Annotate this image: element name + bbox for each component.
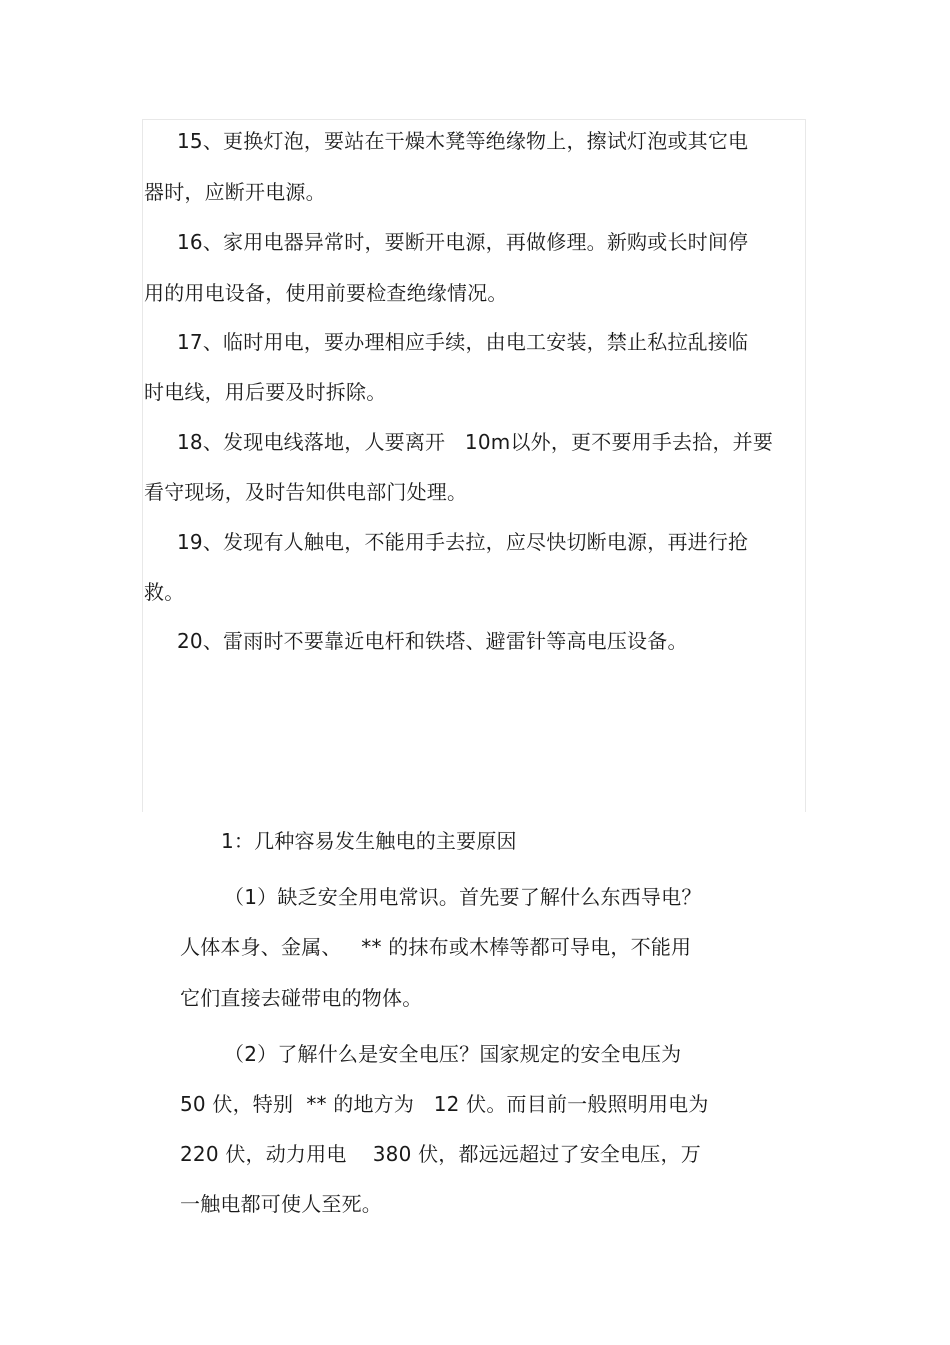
- rule-17-line-2: 时电线，用后要及时拆除。: [144, 380, 387, 404]
- content-frame: [142, 119, 806, 812]
- rule-19-line-2: 救。: [144, 580, 185, 604]
- paragraph-2-line-4: 一触电都可使人至死。: [180, 1192, 382, 1216]
- paragraph-1-line-2: 人体本身、金属、 ** 的抹布或木棒等都可导电，不能用: [180, 935, 692, 959]
- rule-15-line-2: 器时，应断开电源。: [144, 180, 326, 204]
- rule-20-line-1: 20、雷雨时不要靠近电杆和铁塔、避雷针等高电压设备。: [177, 629, 688, 653]
- rule-16-line-2: 用的用电设备，使用前要检查绝缘情况。: [144, 281, 508, 305]
- rule-16-line-1: 16、家用电器异常时，要断开电源，再做修理。新购或长时间停: [177, 230, 749, 254]
- paragraph-1-line-3: 它们直接去碰带电的物体。: [180, 986, 423, 1010]
- rule-18-line-1: 18、发现电线落地，人要离开 10m以外，更不要用手去拾，并要: [177, 430, 774, 454]
- rule-17-line-1: 17、临时用电，要办理相应手续，由电工安装，禁止私拉乱接临: [177, 330, 749, 354]
- rule-19-line-1: 19、发现有人触电，不能用手去拉，应尽快切断电源，再进行抢: [177, 530, 749, 554]
- rule-18-line-2: 看守现场，及时告知供电部门处理。: [144, 480, 468, 504]
- rule-15-line-1: 15、更换灯泡，要站在干燥木凳等绝缘物上，擦试灯泡或其它电: [177, 129, 749, 153]
- paragraph-1-line-1: （1）缺乏安全用电常识。首先要了解什么东西导电？: [224, 885, 702, 909]
- paragraph-2-line-1: （2）了解什么是安全电压？国家规定的安全电压为: [224, 1042, 682, 1066]
- paragraph-2-line-3: 220 伏，动力用电 380 伏，都远远超过了安全电压，万: [180, 1142, 701, 1166]
- paragraph-2-line-2: 50 伏，特别 ** 的地方为 12 伏。而目前一般照明用电为: [180, 1092, 709, 1116]
- section-heading: 1：几种容易发生触电的主要原因: [221, 829, 517, 853]
